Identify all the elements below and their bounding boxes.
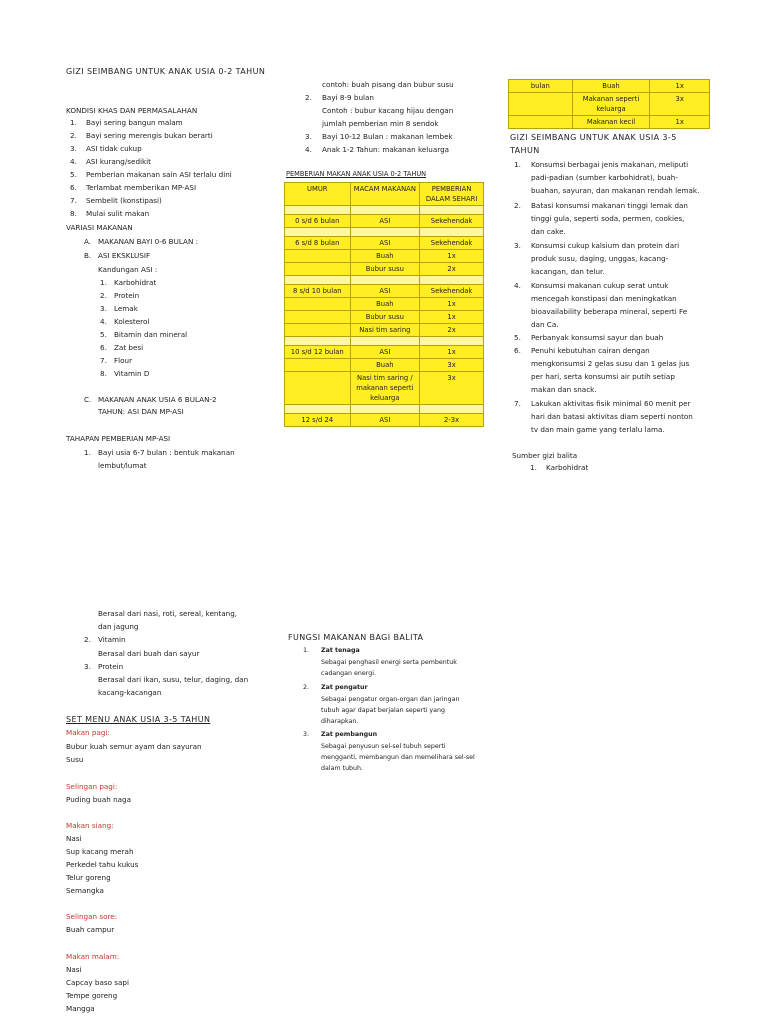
table-row: 8 s/d 10 bulan ASI Sekehendak [285, 285, 484, 298]
table-row: Nasi tim saring 2x [285, 324, 484, 337]
section-b-text: ASI EKSKLUSIF [98, 251, 151, 260]
list-item: Terlambat memberikan MP-ASI [86, 183, 197, 192]
protein-label: Protein [98, 662, 124, 671]
list-item: Zat pembangun [321, 731, 378, 738]
table-row: Buah 1x [285, 250, 484, 263]
list-item: Zat pengatur [321, 684, 368, 691]
list-item: ASI kurang/sedikit [86, 157, 151, 166]
menu-item: Perkedel tahu kukus [66, 860, 139, 869]
kandungan-heading: Kandungan ASI : [98, 265, 158, 274]
list-item: Konsumsi cukup kalsium dan protein dari [531, 241, 680, 250]
menu-item: Buah campur [66, 925, 115, 934]
sumber-heading: Sumber gizi balita [512, 451, 578, 460]
tahapan-1-num: 1. [84, 448, 91, 457]
menu-item: Sup kacang merah [66, 847, 134, 856]
table-row: 10 s/d 12 bulan ASI 1x [285, 346, 484, 359]
vitamin-desc: Berasal dari buah dan sayur [98, 649, 200, 658]
karbo-desc-2: dan jagung [98, 622, 139, 631]
list-item: Zat tenaga [321, 647, 360, 654]
table-row: Buah 3x [285, 359, 484, 372]
vitamin-label: Vitamin [98, 635, 126, 644]
table-row: 0 s/d 6 bulan ASI Sekehendak [285, 215, 484, 228]
menu-item: Semangka [66, 886, 104, 895]
menu-item: Nasi [66, 834, 82, 843]
menu-item: Tempe goreng [66, 991, 118, 1000]
list-item: Lemak [114, 304, 138, 313]
sumber-1: Karbohidrat [546, 463, 589, 472]
list-item: Konsumsi berbagai jenis makanan, meliputi [531, 160, 689, 169]
list-item: Karbohidrat [114, 278, 157, 287]
feeding-table-continued [508, 79, 710, 129]
tahapan-heading: TAHAPAN PEMBERIAN MP-ASI [66, 434, 171, 443]
sumber-1-num: 1. [530, 463, 537, 472]
list-item: Contoh : bubur kacang hijau dengan [322, 106, 454, 115]
menu-item: Bubur kuah semur ayam dan sayuran [66, 742, 202, 751]
section-c-line1: MAKANAN ANAK USIA 6 BULAN-2 [98, 395, 217, 404]
menu-item: Capcay baso sapi [66, 978, 129, 987]
makan-siang-label: Makan siang: [66, 821, 114, 830]
list-item: Mulai sulit makan [86, 209, 150, 218]
protein-desc-2: kacang-kacangan [98, 688, 162, 697]
variasi-heading: VARIASI MAKANAN [66, 223, 133, 232]
list-item: Sembelit (konstipasi) [86, 196, 162, 205]
section-c-label: C. [84, 395, 92, 404]
list-item: Kolesterol [114, 317, 150, 326]
section-b-label: B. [84, 251, 92, 260]
menu-item: Puding buah naga [66, 795, 132, 804]
list-item: Konsumsi makanan cukup serat untuk [531, 281, 669, 290]
list-item: Zat besi [114, 343, 144, 352]
page-title: GIZI SEIMBANG UNTUK ANAK USIA 0-2 TAHUN [66, 67, 266, 76]
list-item: Penuhi kebutuhan cairan dengan [531, 346, 650, 355]
list-item: Bayi sering bangun malam [86, 118, 183, 127]
list-item: jumlah pemberian min 8 sendok [322, 119, 439, 128]
list-item: Lakukan aktivitas fisik minimal 60 menit per [531, 399, 691, 408]
list-item: ASI tidak cukup [86, 144, 142, 153]
tahapan-1-line1: Bayi usia 6-7 bulan : bentuk makanan [98, 448, 235, 457]
karbo-desc-1: Berasal dari nasi, roti, sereal, kentang, [98, 609, 238, 618]
list-item: Anak 1-2 Tahun: makanan keluarga [322, 145, 450, 154]
list-item: Protein [114, 291, 140, 300]
table-row: 6 s/d 8 bulan ASI Sekehendak [285, 237, 484, 250]
table-row: 12 s/d 24 ASI 2-3x [285, 414, 484, 427]
list-item: Bayi sering merengis bukan berarti [86, 131, 213, 140]
section-a-text: MAKANAN BAYI 0-6 BULAN : [98, 237, 199, 246]
list-item: Batasi konsumsi makanan tinggi lemak dan [531, 201, 688, 210]
kondisi-heading: KONDISI KHAS DAN PERMASALAHAN [66, 106, 198, 115]
section-title-3-5: GIZI SEIMBANG UNTUK ANAK USIA 3-5 [510, 133, 677, 142]
table-row: Makanan seperti keluarga 3x [509, 93, 710, 116]
makan-pagi-label: Makan pagi: [66, 728, 110, 737]
makan-malam-label: Makan malam: [66, 952, 120, 961]
section-title-3-5-line2: TAHUN [510, 146, 540, 155]
contoh-text: contoh: buah pisang dan bubur susu [322, 80, 454, 89]
menu-item: Mangga [66, 1004, 95, 1013]
table-row: bulan Buah 1x [509, 80, 710, 93]
list-item: Pemberian makanan sain ASI terlalu dini [86, 170, 232, 179]
table-row: Buah 1x [285, 298, 484, 311]
table-row: UMUR MACAM MAKANAN PEMBERIAN DALAM SEHARI [285, 183, 484, 206]
list-item: Perbanyak konsumsi sayur dan buah [531, 333, 664, 342]
menu-item: Susu [66, 755, 84, 764]
table-title: PEMBERIAN MAKAN ANAK USIA 0-2 TAHUN [286, 170, 427, 178]
selingan-pagi-label: Selingan pagi: [66, 782, 118, 791]
section-a-label: A. [84, 237, 92, 246]
fungsi-title: FUNGSI MAKANAN BAGI BALITA [288, 633, 424, 642]
tahapan-1-line2: lembut/lumat [98, 461, 147, 470]
list-item: Bayi 10-12 Bulan : makanan lembek [322, 132, 453, 141]
table-row: Bubur susu 2x [285, 263, 484, 276]
table-row: Bubur susu 1x [285, 311, 484, 324]
table-row: Nasi tim saring / makanan seperti keluarga 3x [285, 372, 484, 405]
table-row: Makanan kecil 1x [509, 116, 710, 129]
list-item: Vitamin D [114, 369, 150, 378]
protein-desc-1: Berasal dari ikan, susu, telur, daging, dan [98, 675, 249, 684]
section-c-line2: TAHUN: ASI DAN MP-ASI [98, 407, 184, 416]
feeding-table [284, 182, 484, 427]
selingan-sore-label: Selingan sore: [66, 912, 118, 921]
list-item: Bayi 8-9 bulan [322, 93, 374, 102]
menu-title: SET MENU ANAK USIA 3-5 TAHUN [66, 715, 211, 724]
list-item: Bitamin dan mineral [114, 330, 188, 339]
menu-item: Telur goreng [66, 873, 111, 882]
menu-item: Nasi [66, 965, 82, 974]
list-item: Flour [114, 356, 133, 365]
